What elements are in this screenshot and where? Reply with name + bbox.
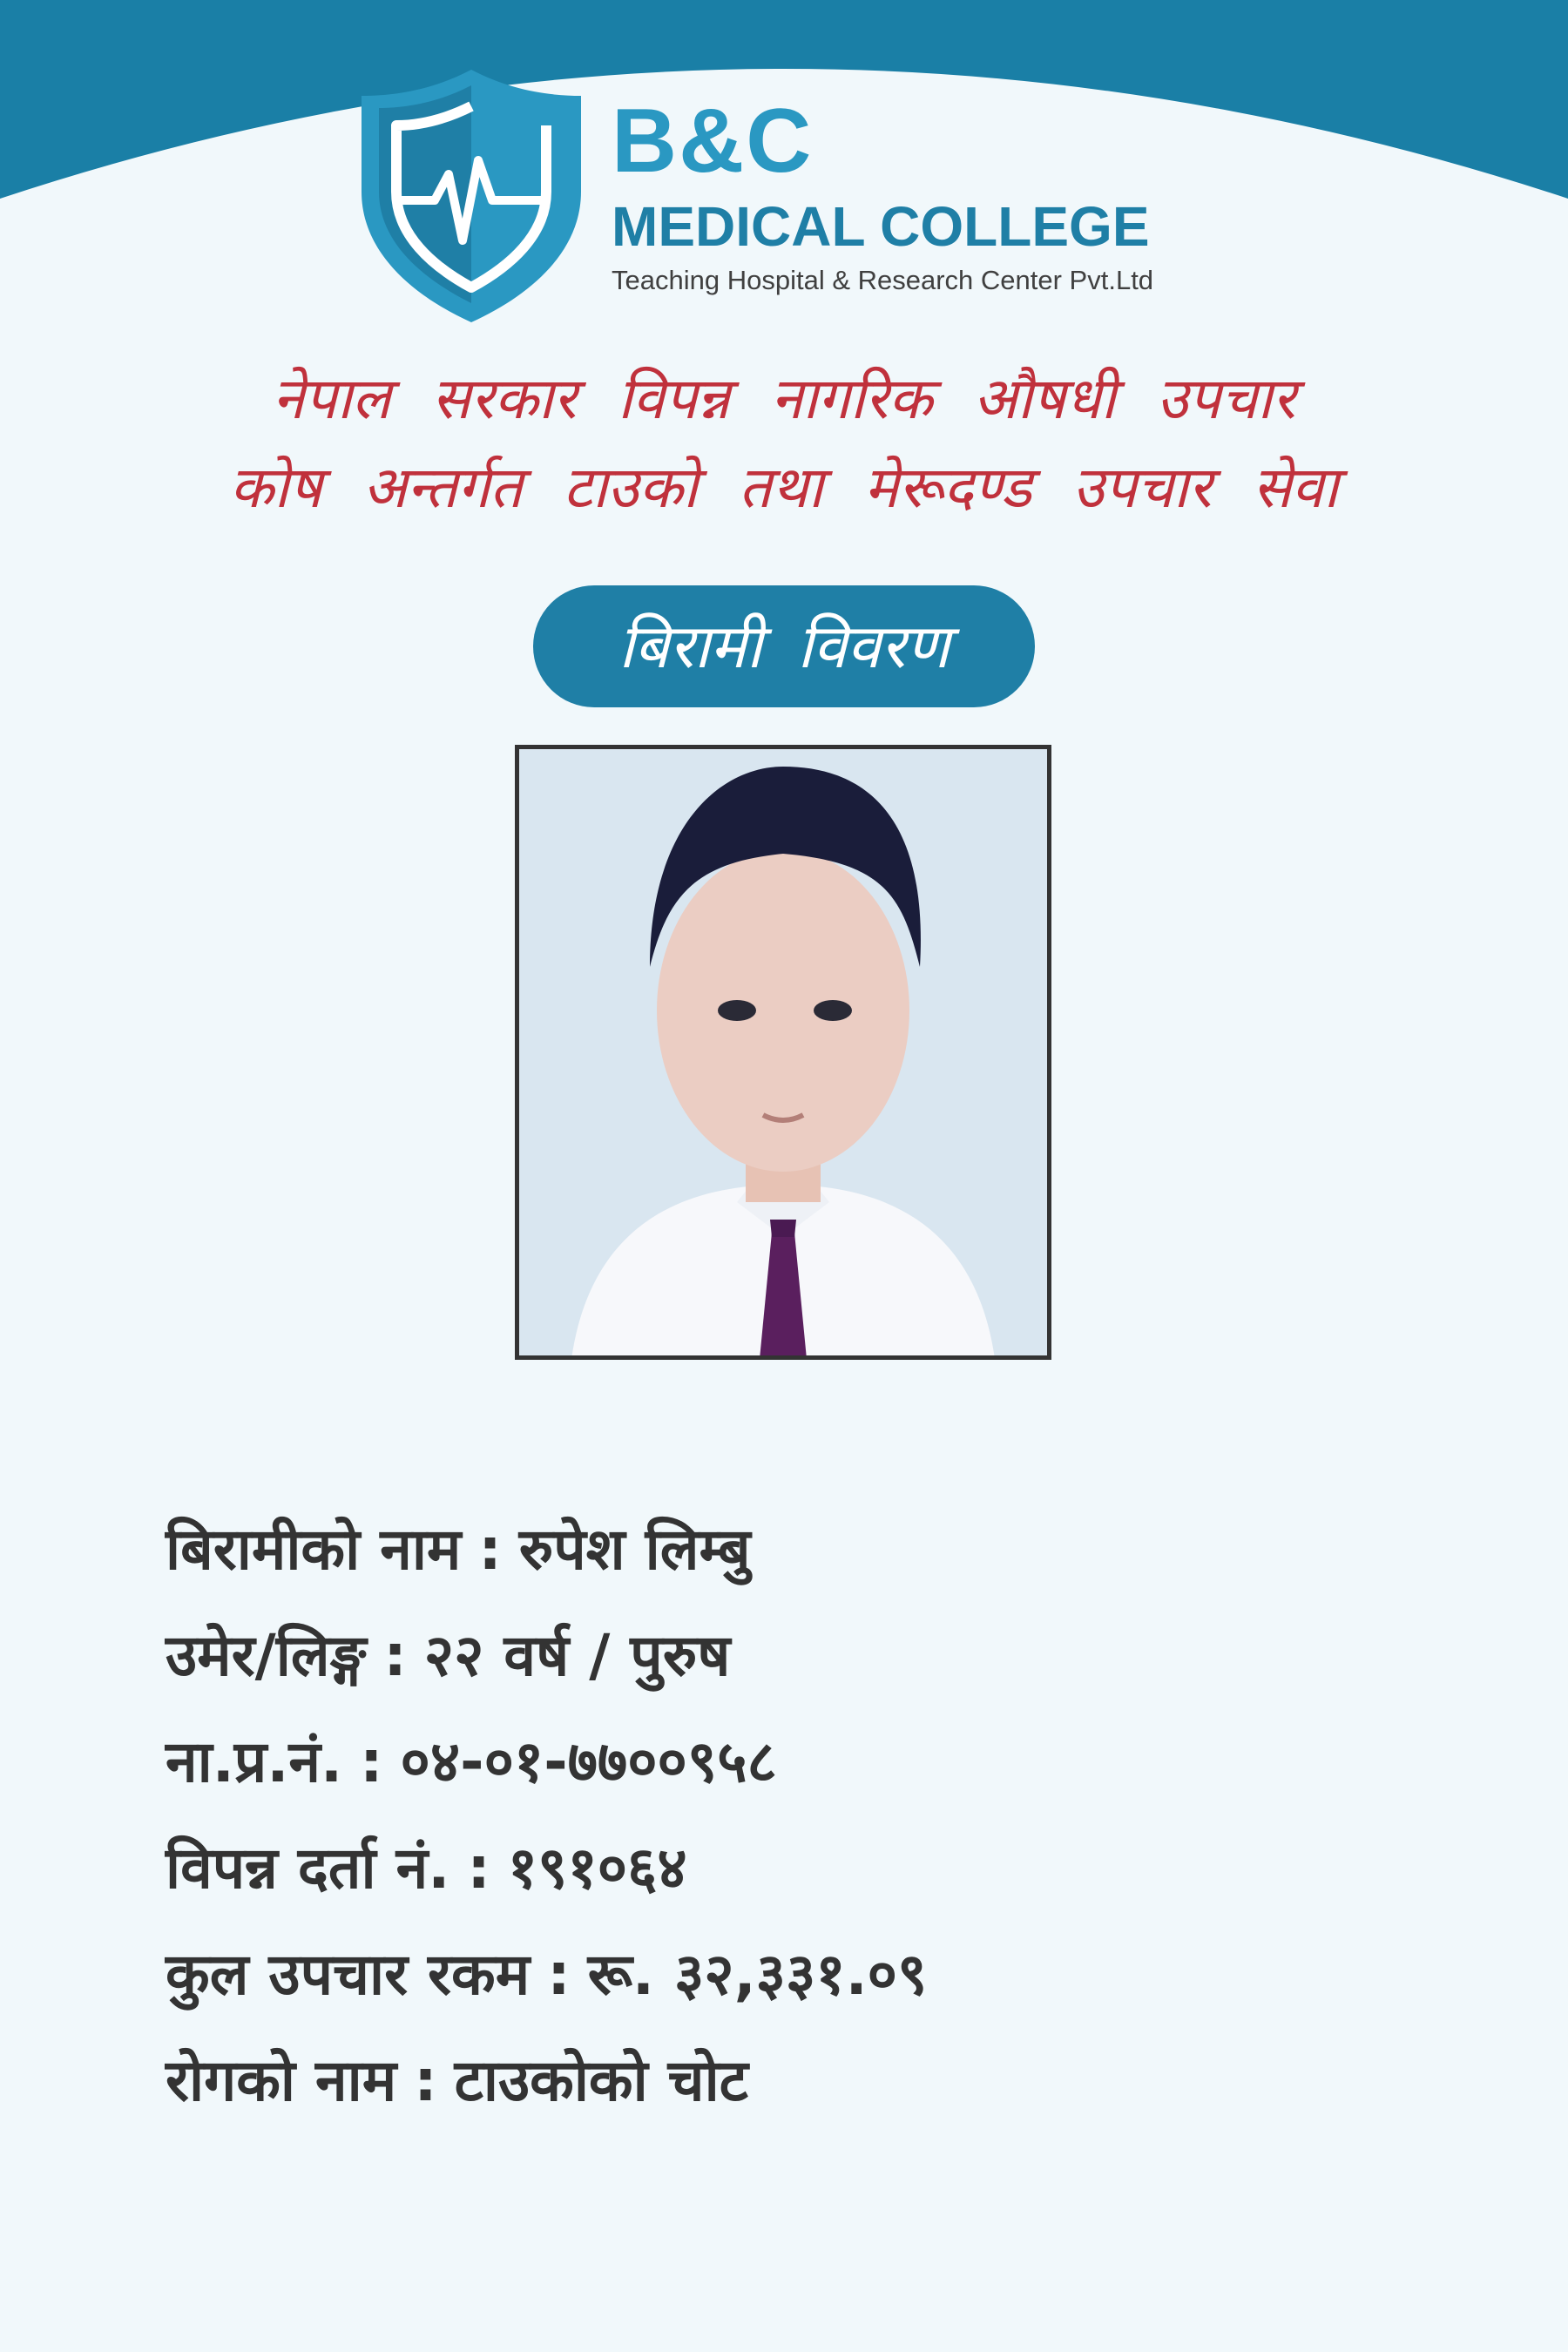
patient-details <box>166 1497 927 2134</box>
detail-separator: : <box>547 1941 571 2008</box>
detail-value: रू. ३२,३३१.०९ <box>587 1941 928 2008</box>
detail-value: ०४-०१-७७००९५८ <box>400 1728 777 1795</box>
detail-row-total-amount <box>166 1922 927 2028</box>
detail-separator: : <box>414 2047 437 2114</box>
detail-label: बिरामीको नाम <box>166 1516 462 1583</box>
detail-row-disease-name <box>166 2028 927 2134</box>
detail-row-age-gender <box>166 1603 927 1709</box>
heading-line-1: नेपाल सरकार विपन्न नागरिक औषधी उपचार <box>272 365 1296 432</box>
detail-label: कुल उपचार रकम <box>166 1941 531 2008</box>
detail-value: २२ वर्ष / पुरुष <box>423 1622 731 1689</box>
detail-value: रुपेश लिम्बु <box>518 1516 751 1583</box>
detail-value: १९१०६४ <box>507 1835 687 1902</box>
detail-row-patient-name <box>166 1497 927 1603</box>
brand-tagline: Teaching Hospital & Research Center Pvt.Ltd <box>612 265 1154 295</box>
detail-separator: : <box>478 1516 502 1583</box>
detail-separator: : <box>360 1728 383 1795</box>
brand-name: B&C <box>612 91 814 192</box>
detail-row-citizenship-no <box>166 1709 927 1815</box>
detail-value: टाउकोको चोट <box>454 2047 748 2114</box>
detail-row-registration-no <box>166 1815 927 1922</box>
detail-label: रोगको नाम <box>166 2047 397 2114</box>
detail-separator: : <box>467 1835 490 1902</box>
heading-line-2: कोष अन्तर्गत टाउको तथा मेरूदण्ड उपचार सेवा <box>229 454 1339 521</box>
detail-label: ना.प्र.नं. <box>166 1728 343 1795</box>
section-label-badge: बिरामी विवरण <box>533 585 1035 707</box>
detail-separator: : <box>383 1622 407 1689</box>
brand-subtitle: MEDICAL COLLEGE <box>612 195 1150 258</box>
patient-photo <box>515 745 1051 1360</box>
shield-heartbeat-icon <box>362 70 581 322</box>
detail-label: उमेर/लिङ्ग <box>166 1622 367 1689</box>
detail-label: विपन्न दर्ता नं. <box>166 1835 450 1902</box>
